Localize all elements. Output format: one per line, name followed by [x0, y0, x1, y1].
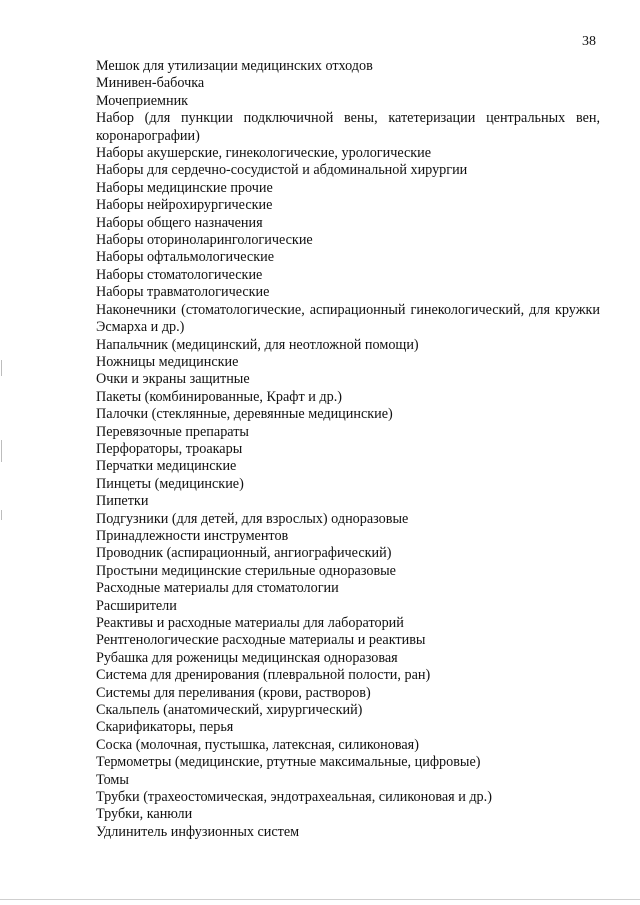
- list-item: Пипетки: [96, 493, 149, 510]
- list-item: Расширители: [96, 597, 177, 614]
- scan-bottom-edge: [0, 899, 640, 900]
- list-item: Реактивы и расходные материалы для лабораторий: [96, 615, 404, 631]
- list-item: Перчатки медицинские: [96, 458, 237, 475]
- list-item: Рубашка для роженицы медицинская одноразовая: [96, 649, 398, 666]
- scan-edge-mark: [1, 360, 2, 376]
- list-item: Пинцеты (медицинские): [96, 475, 244, 492]
- list-item: Рентгенологические расходные материалы и реактивы: [96, 632, 426, 649]
- scan-edge-mark: [1, 440, 2, 462]
- list-item: Наборы нейрохирургические: [96, 197, 273, 214]
- list-item: Наборы травматологические: [96, 284, 270, 301]
- list-item: Наконечники (стоматологические, аспирационный гинекологический, для кружки Эсмарха и др.): [96, 301, 600, 336]
- list-item: Принадлежности инструментов: [96, 527, 289, 544]
- list-item: Набор (для пункции подключичной вены, катетеризации центральных вен, коронарографии): [96, 110, 600, 144]
- list-item: Проводник (аспирационный, ангиографический): [96, 545, 392, 562]
- list-item: Наборы акушерские, гинекологические, урологические: [96, 145, 432, 162]
- list-item: Наборы медицинские прочие: [96, 179, 273, 196]
- list-item: Система для дренирования (плевральной полости, ран): [96, 667, 431, 684]
- list-item: Наборы стоматологические: [96, 266, 263, 283]
- list-item: Соска (молочная, пустышка, латексная, силиконовая): [96, 736, 419, 753]
- list-item: Наборы для сердечно-сосудистой и абдоминальной хирургии: [96, 162, 468, 179]
- list-item: Системы для переливания (крови, растворов): [96, 684, 371, 701]
- scan-edge-mark: [1, 510, 2, 520]
- list-item: Наборы оториноларингологические: [96, 232, 313, 249]
- list-item: Наборы офтальмологические: [96, 249, 274, 266]
- list-item: Томы: [96, 771, 129, 788]
- list-item: Мочеприемник: [96, 92, 189, 109]
- list-item: Мешок для утилизации медицинских отходов: [96, 58, 373, 74]
- list-item: Скальпель (анатомический, хирургический): [96, 702, 363, 719]
- list-item: Палочки (стеклянные, деревянные медицинские): [96, 406, 393, 423]
- list-item: Расходные материалы для стоматологии: [96, 580, 339, 597]
- list-item: Минивен-бабочка: [96, 75, 205, 92]
- list-item: Наборы общего назначения: [96, 214, 263, 231]
- list-item: Трубки (трахеостомическая, эндотрахеальная, силиконовая и др.): [96, 789, 492, 806]
- list-item: Очки и экраны защитные: [96, 371, 250, 388]
- page-number: 38: [582, 34, 596, 49]
- list-item: Термометры (медицинские, ртутные максимальные, цифровые): [96, 754, 481, 771]
- list-item: Напальчник (медицинский, для неотложной помощи): [96, 336, 419, 353]
- list-item: Пакеты (комбинированные, Крафт и др.): [96, 388, 342, 405]
- item-list: [96, 58, 600, 841]
- list-item: Удлинитель инфузионных систем: [96, 823, 300, 840]
- list-item: Перфораторы, троакары: [96, 440, 243, 457]
- list-item: Подгузники (для детей, для взрослых) одноразовые: [96, 510, 409, 527]
- list-item: Перевязочные препараты: [96, 423, 249, 440]
- list-item: Трубки, канюли: [96, 806, 193, 823]
- list-item: Скарификаторы, перья: [96, 719, 234, 736]
- list-item: Простыни медицинские стерильные одноразовые: [96, 562, 396, 579]
- list-item: Ножницы медицинские: [96, 353, 239, 370]
